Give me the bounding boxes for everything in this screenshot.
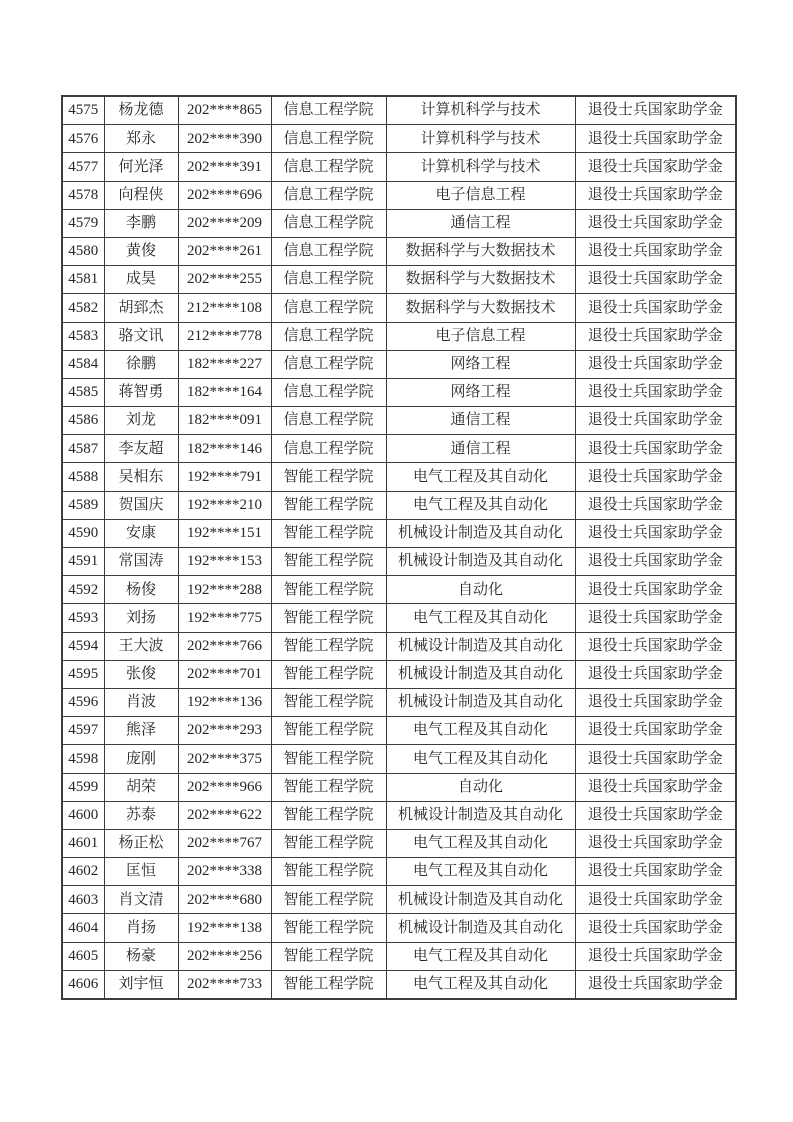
cell-college: 信息工程学院 bbox=[271, 294, 386, 322]
table-row bbox=[62, 829, 736, 857]
cell-student-id: 182****164 bbox=[178, 378, 271, 406]
cell-major: 机械设计制造及其自动化 bbox=[386, 886, 575, 914]
cell-row-number: 4576 bbox=[62, 125, 104, 153]
cell-student-name: 黄俊 bbox=[104, 237, 178, 265]
cell-student-name: 杨豪 bbox=[104, 942, 178, 970]
cell-grant-type: 退役士兵国家助学金 bbox=[575, 209, 736, 237]
cell-college: 智能工程学院 bbox=[271, 632, 386, 660]
cell-student-id: 202****767 bbox=[178, 829, 271, 857]
cell-grant-type: 退役士兵国家助学金 bbox=[575, 886, 736, 914]
cell-student-name: 何光泽 bbox=[104, 153, 178, 181]
table-row bbox=[62, 463, 736, 491]
cell-row-number: 4581 bbox=[62, 266, 104, 294]
cell-grant-type: 退役士兵国家助学金 bbox=[575, 745, 736, 773]
cell-student-name: 胡郅杰 bbox=[104, 294, 178, 322]
cell-row-number: 4589 bbox=[62, 491, 104, 519]
table-row bbox=[62, 322, 736, 350]
cell-major: 通信工程 bbox=[386, 209, 575, 237]
table-row bbox=[62, 96, 736, 125]
cell-college: 信息工程学院 bbox=[271, 209, 386, 237]
cell-college: 智能工程学院 bbox=[271, 914, 386, 942]
cell-student-id: 202****766 bbox=[178, 632, 271, 660]
cell-student-id: 182****227 bbox=[178, 350, 271, 378]
cell-grant-type: 退役士兵国家助学金 bbox=[575, 463, 736, 491]
cell-student-name: 蒋智勇 bbox=[104, 378, 178, 406]
cell-student-name: 杨俊 bbox=[104, 576, 178, 604]
cell-student-name: 贺国庆 bbox=[104, 491, 178, 519]
table-row bbox=[62, 294, 736, 322]
cell-college: 信息工程学院 bbox=[271, 237, 386, 265]
table-row bbox=[62, 660, 736, 688]
cell-row-number: 4585 bbox=[62, 378, 104, 406]
cell-major: 电气工程及其自动化 bbox=[386, 717, 575, 745]
cell-grant-type: 退役士兵国家助学金 bbox=[575, 914, 736, 942]
cell-college: 信息工程学院 bbox=[271, 266, 386, 294]
cell-student-name: 肖文清 bbox=[104, 886, 178, 914]
cell-major: 电气工程及其自动化 bbox=[386, 970, 575, 999]
table-row bbox=[62, 801, 736, 829]
cell-student-name: 肖扬 bbox=[104, 914, 178, 942]
table-row bbox=[62, 491, 736, 519]
cell-college: 信息工程学院 bbox=[271, 96, 386, 125]
cell-row-number: 4580 bbox=[62, 237, 104, 265]
cell-student-id: 202****293 bbox=[178, 717, 271, 745]
cell-row-number: 4605 bbox=[62, 942, 104, 970]
cell-student-name: 张俊 bbox=[104, 660, 178, 688]
cell-college: 信息工程学院 bbox=[271, 322, 386, 350]
cell-major: 网络工程 bbox=[386, 350, 575, 378]
cell-grant-type: 退役士兵国家助学金 bbox=[575, 266, 736, 294]
cell-major: 电气工程及其自动化 bbox=[386, 942, 575, 970]
table-row bbox=[62, 209, 736, 237]
table-row bbox=[62, 604, 736, 632]
cell-student-id: 202****338 bbox=[178, 858, 271, 886]
cell-grant-type: 退役士兵国家助学金 bbox=[575, 548, 736, 576]
cell-college: 智能工程学院 bbox=[271, 773, 386, 801]
cell-row-number: 4598 bbox=[62, 745, 104, 773]
cell-college: 智能工程学院 bbox=[271, 801, 386, 829]
cell-student-name: 庞刚 bbox=[104, 745, 178, 773]
table-row bbox=[62, 632, 736, 660]
cell-grant-type: 退役士兵国家助学金 bbox=[575, 125, 736, 153]
cell-student-id: 202****733 bbox=[178, 970, 271, 999]
cell-row-number: 4597 bbox=[62, 717, 104, 745]
cell-college: 智能工程学院 bbox=[271, 970, 386, 999]
cell-grant-type: 退役士兵国家助学金 bbox=[575, 660, 736, 688]
cell-major: 电气工程及其自动化 bbox=[386, 491, 575, 519]
cell-major: 电气工程及其自动化 bbox=[386, 604, 575, 632]
cell-student-name: 李鹏 bbox=[104, 209, 178, 237]
cell-college: 智能工程学院 bbox=[271, 688, 386, 716]
cell-grant-type: 退役士兵国家助学金 bbox=[575, 858, 736, 886]
cell-college: 信息工程学院 bbox=[271, 153, 386, 181]
cell-grant-type: 退役士兵国家助学金 bbox=[575, 942, 736, 970]
cell-row-number: 4594 bbox=[62, 632, 104, 660]
cell-grant-type: 退役士兵国家助学金 bbox=[575, 773, 736, 801]
table-row bbox=[62, 350, 736, 378]
cell-student-id: 192****288 bbox=[178, 576, 271, 604]
cell-row-number: 4602 bbox=[62, 858, 104, 886]
cell-college: 智能工程学院 bbox=[271, 858, 386, 886]
table-row bbox=[62, 858, 736, 886]
cell-major: 机械设计制造及其自动化 bbox=[386, 519, 575, 547]
cell-student-name: 王大波 bbox=[104, 632, 178, 660]
cell-row-number: 4584 bbox=[62, 350, 104, 378]
table-row bbox=[62, 745, 736, 773]
cell-student-id: 202****261 bbox=[178, 237, 271, 265]
cell-major: 机械设计制造及其自动化 bbox=[386, 632, 575, 660]
cell-major: 电子信息工程 bbox=[386, 181, 575, 209]
cell-grant-type: 退役士兵国家助学金 bbox=[575, 519, 736, 547]
cell-student-name: 熊泽 bbox=[104, 717, 178, 745]
cell-student-name: 成昊 bbox=[104, 266, 178, 294]
cell-student-id: 202****865 bbox=[178, 96, 271, 125]
cell-major: 电气工程及其自动化 bbox=[386, 858, 575, 886]
cell-college: 智能工程学院 bbox=[271, 548, 386, 576]
cell-student-name: 刘宇恒 bbox=[104, 970, 178, 999]
cell-grant-type: 退役士兵国家助学金 bbox=[575, 237, 736, 265]
cell-grant-type: 退役士兵国家助学金 bbox=[575, 717, 736, 745]
cell-major: 机械设计制造及其自动化 bbox=[386, 801, 575, 829]
table-row bbox=[62, 153, 736, 181]
cell-row-number: 4583 bbox=[62, 322, 104, 350]
cell-student-id: 202****696 bbox=[178, 181, 271, 209]
cell-student-name: 骆文讯 bbox=[104, 322, 178, 350]
cell-grant-type: 退役士兵国家助学金 bbox=[575, 970, 736, 999]
cell-row-number: 4590 bbox=[62, 519, 104, 547]
cell-grant-type: 退役士兵国家助学金 bbox=[575, 294, 736, 322]
cell-college: 智能工程学院 bbox=[271, 576, 386, 604]
cell-student-id: 192****775 bbox=[178, 604, 271, 632]
cell-row-number: 4592 bbox=[62, 576, 104, 604]
table-row bbox=[62, 970, 736, 999]
cell-grant-type: 退役士兵国家助学金 bbox=[575, 407, 736, 435]
cell-student-name: 郑永 bbox=[104, 125, 178, 153]
cell-grant-type: 退役士兵国家助学金 bbox=[575, 632, 736, 660]
cell-major: 电气工程及其自动化 bbox=[386, 463, 575, 491]
cell-college: 智能工程学院 bbox=[271, 660, 386, 688]
cell-student-name: 杨正松 bbox=[104, 829, 178, 857]
cell-major: 机械设计制造及其自动化 bbox=[386, 688, 575, 716]
table-row bbox=[62, 717, 736, 745]
cell-row-number: 4606 bbox=[62, 970, 104, 999]
cell-student-name: 胡荣 bbox=[104, 773, 178, 801]
cell-college: 信息工程学院 bbox=[271, 125, 386, 153]
table-row bbox=[62, 886, 736, 914]
cell-major: 自动化 bbox=[386, 773, 575, 801]
table-row bbox=[62, 237, 736, 265]
cell-row-number: 4600 bbox=[62, 801, 104, 829]
table-row bbox=[62, 519, 736, 547]
cell-college: 智能工程学院 bbox=[271, 519, 386, 547]
cell-major: 数据科学与大数据技术 bbox=[386, 294, 575, 322]
cell-row-number: 4596 bbox=[62, 688, 104, 716]
table-row bbox=[62, 378, 736, 406]
cell-major: 网络工程 bbox=[386, 378, 575, 406]
cell-row-number: 4577 bbox=[62, 153, 104, 181]
cell-student-id: 202****390 bbox=[178, 125, 271, 153]
cell-college: 智能工程学院 bbox=[271, 886, 386, 914]
cell-student-id: 192****791 bbox=[178, 463, 271, 491]
grant-table bbox=[61, 95, 737, 1000]
cell-row-number: 4595 bbox=[62, 660, 104, 688]
cell-student-name: 刘扬 bbox=[104, 604, 178, 632]
cell-row-number: 4582 bbox=[62, 294, 104, 322]
cell-college: 智能工程学院 bbox=[271, 942, 386, 970]
cell-grant-type: 退役士兵国家助学金 bbox=[575, 491, 736, 519]
cell-college: 信息工程学院 bbox=[271, 181, 386, 209]
cell-major: 计算机科学与技术 bbox=[386, 96, 575, 125]
cell-row-number: 4575 bbox=[62, 96, 104, 125]
cell-college: 智能工程学院 bbox=[271, 717, 386, 745]
table-row bbox=[62, 914, 736, 942]
cell-student-id: 212****778 bbox=[178, 322, 271, 350]
cell-grant-type: 退役士兵国家助学金 bbox=[575, 801, 736, 829]
cell-major: 数据科学与大数据技术 bbox=[386, 266, 575, 294]
table-row bbox=[62, 125, 736, 153]
cell-grant-type: 退役士兵国家助学金 bbox=[575, 829, 736, 857]
cell-student-id: 192****151 bbox=[178, 519, 271, 547]
cell-college: 智能工程学院 bbox=[271, 829, 386, 857]
cell-student-name: 徐鹏 bbox=[104, 350, 178, 378]
cell-grant-type: 退役士兵国家助学金 bbox=[575, 153, 736, 181]
cell-grant-type: 退役士兵国家助学金 bbox=[575, 350, 736, 378]
table-row bbox=[62, 548, 736, 576]
cell-student-id: 212****108 bbox=[178, 294, 271, 322]
cell-student-id: 202****255 bbox=[178, 266, 271, 294]
table-row bbox=[62, 576, 736, 604]
cell-student-id: 192****138 bbox=[178, 914, 271, 942]
cell-major: 机械设计制造及其自动化 bbox=[386, 548, 575, 576]
cell-row-number: 4593 bbox=[62, 604, 104, 632]
table-row bbox=[62, 688, 736, 716]
table-row bbox=[62, 773, 736, 801]
cell-college: 智能工程学院 bbox=[271, 491, 386, 519]
cell-major: 计算机科学与技术 bbox=[386, 153, 575, 181]
cell-grant-type: 退役士兵国家助学金 bbox=[575, 96, 736, 125]
cell-row-number: 4603 bbox=[62, 886, 104, 914]
cell-row-number: 4587 bbox=[62, 435, 104, 463]
cell-student-name: 肖波 bbox=[104, 688, 178, 716]
cell-grant-type: 退役士兵国家助学金 bbox=[575, 604, 736, 632]
cell-major: 电气工程及其自动化 bbox=[386, 745, 575, 773]
cell-major: 通信工程 bbox=[386, 435, 575, 463]
cell-row-number: 4578 bbox=[62, 181, 104, 209]
cell-major: 机械设计制造及其自动化 bbox=[386, 660, 575, 688]
cell-student-name: 匡恒 bbox=[104, 858, 178, 886]
table-row bbox=[62, 435, 736, 463]
cell-student-id: 192****210 bbox=[178, 491, 271, 519]
cell-student-id: 202****256 bbox=[178, 942, 271, 970]
cell-student-id: 202****966 bbox=[178, 773, 271, 801]
cell-major: 机械设计制造及其自动化 bbox=[386, 914, 575, 942]
cell-college: 智能工程学院 bbox=[271, 604, 386, 632]
cell-student-name: 向程侠 bbox=[104, 181, 178, 209]
cell-grant-type: 退役士兵国家助学金 bbox=[575, 181, 736, 209]
cell-student-id: 182****091 bbox=[178, 407, 271, 435]
cell-student-name: 李友超 bbox=[104, 435, 178, 463]
cell-row-number: 4588 bbox=[62, 463, 104, 491]
cell-student-id: 202****701 bbox=[178, 660, 271, 688]
cell-grant-type: 退役士兵国家助学金 bbox=[575, 435, 736, 463]
cell-major: 电子信息工程 bbox=[386, 322, 575, 350]
cell-student-id: 192****136 bbox=[178, 688, 271, 716]
cell-major: 通信工程 bbox=[386, 407, 575, 435]
cell-row-number: 4604 bbox=[62, 914, 104, 942]
cell-grant-type: 退役士兵国家助学金 bbox=[575, 688, 736, 716]
cell-college: 智能工程学院 bbox=[271, 745, 386, 773]
cell-college: 信息工程学院 bbox=[271, 350, 386, 378]
cell-student-id: 202****680 bbox=[178, 886, 271, 914]
cell-student-id: 202****375 bbox=[178, 745, 271, 773]
cell-student-name: 常国涛 bbox=[104, 548, 178, 576]
cell-student-name: 刘龙 bbox=[104, 407, 178, 435]
cell-student-id: 202****622 bbox=[178, 801, 271, 829]
cell-major: 自动化 bbox=[386, 576, 575, 604]
table-row bbox=[62, 407, 736, 435]
cell-row-number: 4599 bbox=[62, 773, 104, 801]
grant-table-body bbox=[62, 96, 736, 999]
table-row bbox=[62, 181, 736, 209]
table-row bbox=[62, 266, 736, 294]
cell-row-number: 4586 bbox=[62, 407, 104, 435]
cell-major: 数据科学与大数据技术 bbox=[386, 237, 575, 265]
cell-grant-type: 退役士兵国家助学金 bbox=[575, 322, 736, 350]
cell-student-id: 202****209 bbox=[178, 209, 271, 237]
cell-row-number: 4579 bbox=[62, 209, 104, 237]
cell-college: 信息工程学院 bbox=[271, 435, 386, 463]
cell-row-number: 4591 bbox=[62, 548, 104, 576]
cell-student-id: 182****146 bbox=[178, 435, 271, 463]
cell-student-name: 苏泰 bbox=[104, 801, 178, 829]
cell-student-id: 202****391 bbox=[178, 153, 271, 181]
cell-student-name: 杨龙德 bbox=[104, 96, 178, 125]
cell-college: 信息工程学院 bbox=[271, 378, 386, 406]
cell-major: 计算机科学与技术 bbox=[386, 125, 575, 153]
cell-college: 智能工程学院 bbox=[271, 463, 386, 491]
cell-row-number: 4601 bbox=[62, 829, 104, 857]
cell-major: 电气工程及其自动化 bbox=[386, 829, 575, 857]
table-row bbox=[62, 942, 736, 970]
cell-grant-type: 退役士兵国家助学金 bbox=[575, 576, 736, 604]
cell-grant-type: 退役士兵国家助学金 bbox=[575, 378, 736, 406]
cell-college: 信息工程学院 bbox=[271, 407, 386, 435]
cell-student-name: 吴相东 bbox=[104, 463, 178, 491]
cell-student-name: 安康 bbox=[104, 519, 178, 547]
cell-student-id: 192****153 bbox=[178, 548, 271, 576]
